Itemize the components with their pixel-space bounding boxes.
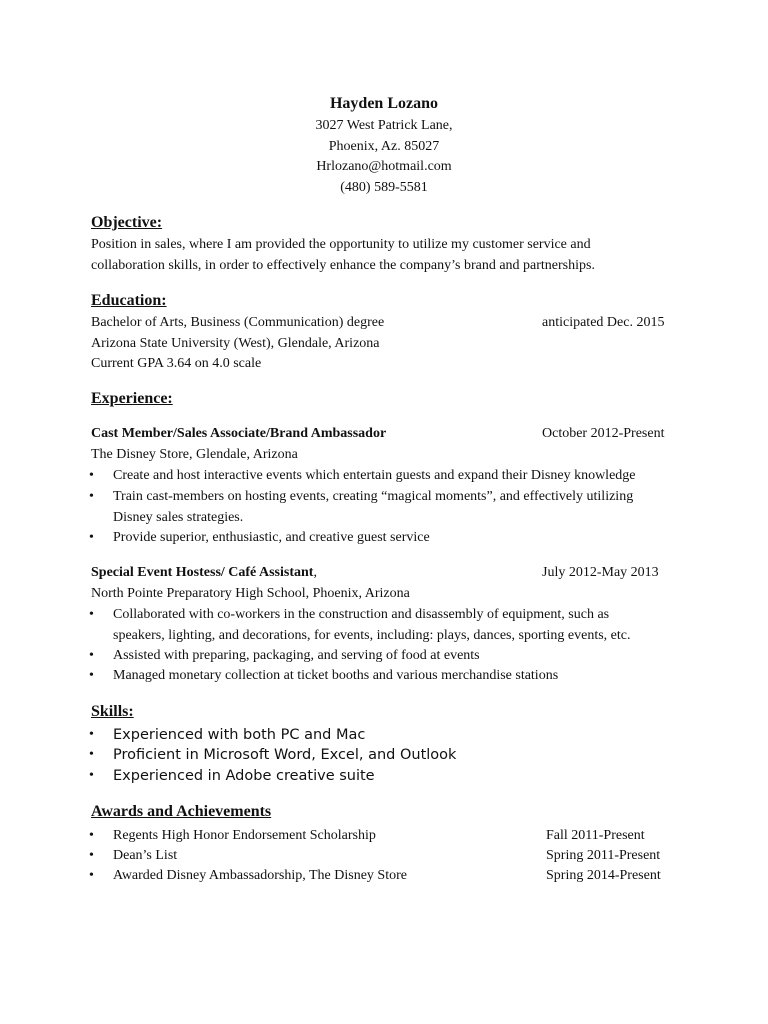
awards-heading: Awards and Achievements	[91, 803, 272, 820]
address-line-1: 3027 West Patrick Lane,	[315, 118, 453, 133]
bullet-icon: •	[89, 868, 94, 883]
award-2-date: Spring 2011-Present	[546, 848, 661, 863]
job-2-bullet-1: Collaborated with co-workers in the construction and disassembly of equipment, such as	[113, 607, 610, 622]
job-2-place: North Pointe Preparatory High School, Phoenix, Arizona	[91, 586, 410, 601]
job-2-title-suffix: ,	[313, 565, 317, 580]
skill-item-1: Experienced with both PC and Mac	[113, 727, 366, 743]
job-2-title: Special Event Hostess/ Café Assistant	[91, 565, 314, 580]
job-2-bullet-3: Managed monetary collection at ticket booths and various merchandise stations	[113, 668, 559, 683]
bullet-icon: •	[89, 768, 94, 783]
job-1-place: The Disney Store, Glendale, Arizona	[91, 447, 298, 462]
bullet-icon: •	[89, 727, 94, 742]
job-1-bullet-3: Provide superior, enthusiastic, and creative guest service	[113, 530, 430, 545]
job-2-dates: July 2012-May 2013	[542, 565, 659, 580]
objective-line-1: Position in sales, where I am provided the opportunity to utilize my customer service and	[91, 237, 591, 252]
bullet-icon: •	[89, 848, 94, 863]
award-3-date: Spring 2014-Present	[546, 868, 661, 883]
job-1-bullet-2-cont: Disney sales strategies.	[113, 510, 244, 525]
award-2-name: Dean’s List	[113, 848, 178, 863]
job-2-bullet-2: Assisted with preparing, packaging, and serving of food at events	[113, 648, 480, 663]
job-2-title-line	[91, 563, 317, 583]
skills-heading: Skills:	[91, 703, 134, 720]
job-1-bullet-2: Train cast-members on hosting events, creating “magical moments”, and effectively utilizing	[113, 489, 634, 504]
address-line-2: Phoenix, Az. 85027	[328, 139, 440, 154]
award-1-date: Fall 2011-Present	[546, 828, 645, 843]
phone: (480) 589-5581	[340, 180, 428, 195]
objective-line-2: collaboration skills, in order to effectively enhance the company’s brand and partnerships.	[91, 258, 595, 273]
bullet-icon: •	[89, 530, 94, 545]
job-1-dates: October 2012-Present	[542, 426, 665, 441]
job-2-bullet-1-cont: speakers, lighting, and decorations, for events, including: plays, dances, sporting events, etc.	[113, 628, 631, 643]
bullet-icon: •	[89, 648, 94, 663]
bullet-icon: •	[89, 747, 94, 762]
education-date: anticipated Dec. 2015	[542, 315, 665, 330]
job-1-title: Cast Member/Sales Associate/Brand Ambassador	[91, 426, 387, 441]
education-degree: Bachelor of Arts, Business (Communication) degree	[91, 315, 385, 330]
education-heading: Education:	[91, 292, 167, 309]
bullet-icon: •	[89, 489, 94, 504]
award-3-name: Awarded Disney Ambassadorship, The Disney Store	[113, 868, 407, 883]
education-school: Arizona State University (West), Glendale, Arizona	[91, 336, 380, 351]
experience-heading: Experience:	[91, 390, 173, 407]
bullet-icon: •	[89, 668, 94, 683]
resume-name: Hayden Lozano	[329, 95, 438, 112]
education-gpa: Current GPA 3.64 on 4.0 scale	[91, 356, 262, 371]
email: Hrlozano@hotmail.com	[316, 159, 452, 174]
award-1-name: Regents High Honor Endorsement Scholarship	[113, 828, 376, 843]
objective-heading: Objective:	[91, 214, 163, 231]
job-1-bullet-1: Create and host interactive events which entertain guests and expand their Disney knowledge	[113, 468, 636, 483]
skill-item-2: Proficient in Microsoft Word, Excel, and Outlook	[113, 747, 457, 763]
skill-item-3: Experienced in Adobe creative suite	[113, 768, 375, 784]
bullet-icon: •	[89, 607, 94, 622]
bullet-icon: •	[89, 828, 94, 843]
bullet-icon: •	[89, 468, 94, 483]
